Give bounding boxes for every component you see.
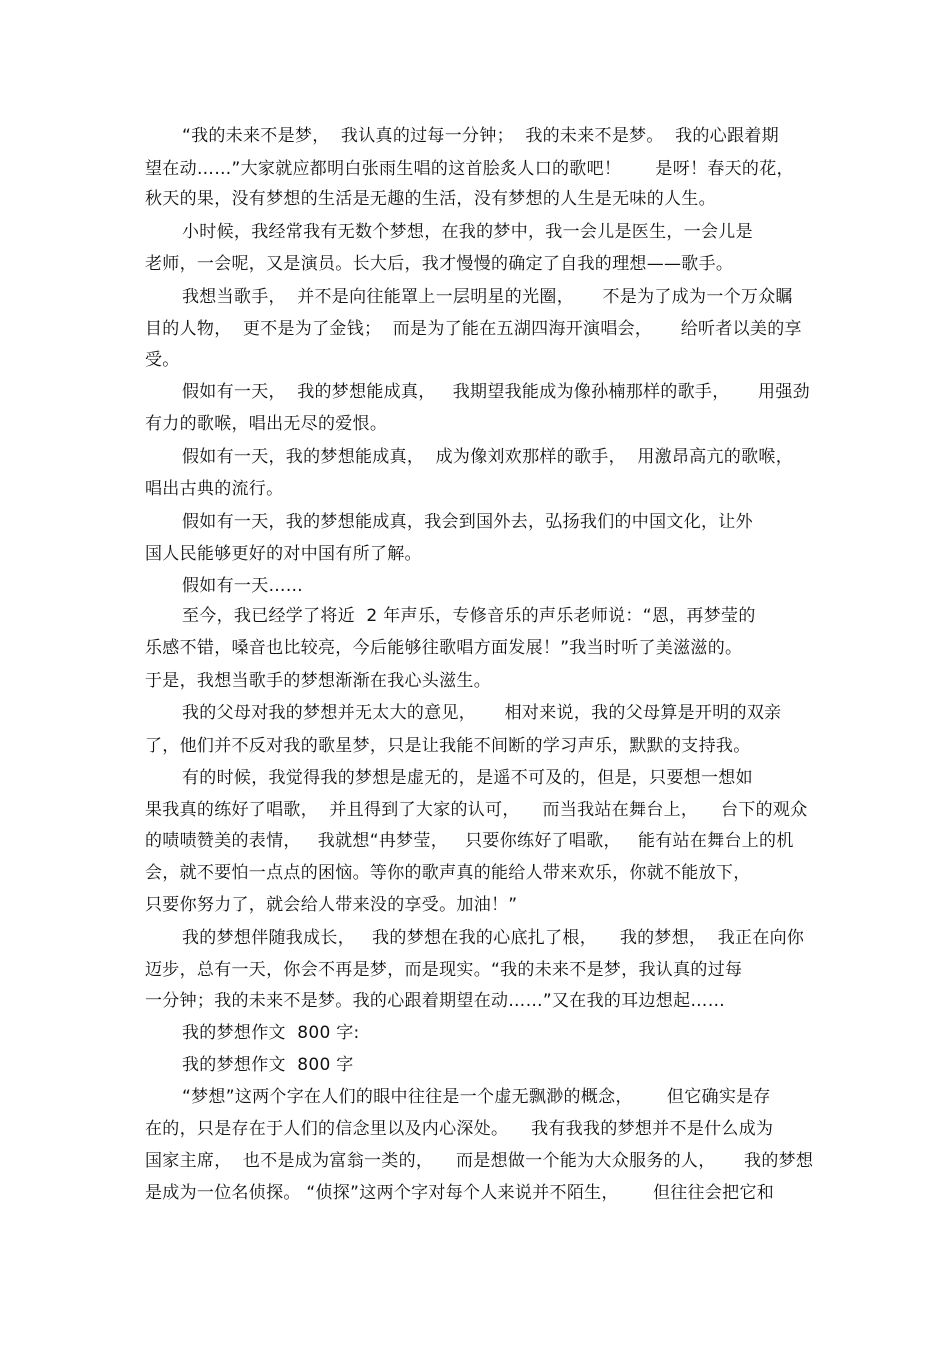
text-line: 假如有一天，我的梦想能成真， 成为像刘欢那样的歌手， 用激昂高亢的歌喉，	[182, 447, 794, 467]
text-line: 我想当歌手， 并不是向往能罩上一层明星的光圈， 不是为了成为一个万众瞩	[182, 287, 793, 307]
text-line: “梦想”这两个字在人们的眼中往往是一个虚无飘渺的概念， 但它确实是存	[182, 1087, 771, 1107]
text-line: 我的梦想伴随我成长， 我的梦想在我的心底扎了根， 我的梦想， 我正在向你	[182, 928, 805, 948]
text-line: 小时候，我经常我有无数个梦想，在我的梦中，我一会儿是医生，一会儿是	[182, 222, 753, 242]
text-line: 一分钟；我的未来不是梦。我的心跟着期望在动……”又在我的耳边想起……	[145, 991, 726, 1011]
text-line: 我的梦想作文 800 字	[182, 1055, 354, 1075]
text-line: 的啧啧赞美的表情， 我就想“冉梦莹， 只要你练好了唱歌， 能有站在舞台上的机	[145, 831, 794, 851]
text-line: 受。	[145, 350, 180, 370]
text-line: 假如有一天，我的梦想能成真，我会到国外去，弘扬我们的中国文化，让外	[182, 512, 753, 532]
text-line: 乐感不错，嗓音也比较亮，今后能够往歌唱方面发展！”我当时听了美滋滋的。	[145, 638, 743, 658]
text-line: 果我真的练好了唱歌， 并且得到了大家的认可， 而当我站在舞台上， 台下的观众	[145, 800, 808, 820]
text-line: 于是，我想当歌手的梦想渐渐在我心头滋生。	[145, 671, 491, 691]
text-line: “我的未来不是梦， 我认真的过每一分钟； 我的未来不是梦。 我的心跟着期	[182, 126, 779, 146]
text-line: 国家主席， 也不是成为富翁一类的， 而是想做一个能为大众服务的人， 我的梦想	[145, 1151, 814, 1171]
text-line: 有力的歌喉，唱出无尽的爱恨。	[145, 414, 388, 434]
text-line: 假如有一天， 我的梦想能成真， 我期望我能成为像孙楠那样的歌手， 用强劲	[182, 382, 810, 402]
text-line: 老师，一会呢，又是演员。长大后，我才慢慢的确定了自我的理想——歌手。	[145, 254, 734, 274]
text-line: 在的，只是存在于人们的信念里以及内心深处。 我有我我的梦想并不是什么成为	[145, 1119, 774, 1139]
text-line: 会，就不要怕一点点的困恼。等你的歌声真的能给人带来欢乐，你就不能放下，	[145, 863, 751, 883]
text-line: 是成为一位名侦探。 “侦探”这两个字对每个人来说并不陌生， 但往往会把它和	[145, 1183, 775, 1203]
text-line: 假如有一天……	[182, 576, 304, 596]
text-line: 目的人物， 更不是为了金钱； 而是为了能在五湖四海开演唱会， 给听者以美的享	[145, 319, 802, 339]
text-line: 望在动……”大家就应都明白张雨生唱的这首脍炙人口的歌吧！ 是呀！春天的花，	[145, 159, 794, 179]
text-line: 我的梦想作文 800 字:	[182, 1023, 360, 1043]
text-line: 了，他们并不反对我的歌星梦，只是让我能不间断的学习声乐，默默的支持我。	[145, 736, 751, 756]
text-line: 有的时候，我觉得我的梦想是虚无的，是遥不可及的，但是，只要想一想如	[182, 768, 753, 788]
text-line: 只要你努力了，就会给人带来没的享受。加油！”	[145, 895, 518, 915]
text-line: 我的父母对我的梦想并无太大的意见， 相对来说，我的父母算是开明的双亲	[182, 703, 782, 723]
text-line: 至今，我已经学了将近 2 年声乐，专修音乐的声乐老师说：“恩，再梦莹的	[182, 606, 756, 626]
text-line: 迈步，总有一天，你会不再是梦，而是现实。“我的未来不是梦，我认真的过每	[145, 960, 743, 980]
text-line: 唱出古典的流行。	[145, 479, 284, 499]
text-line: 国人民能够更好的对中国有所了解。	[145, 544, 422, 564]
text-line: 秋天的果，没有梦想的生活是无趣的生活，没有梦想的人生是无味的人生。	[145, 189, 716, 209]
